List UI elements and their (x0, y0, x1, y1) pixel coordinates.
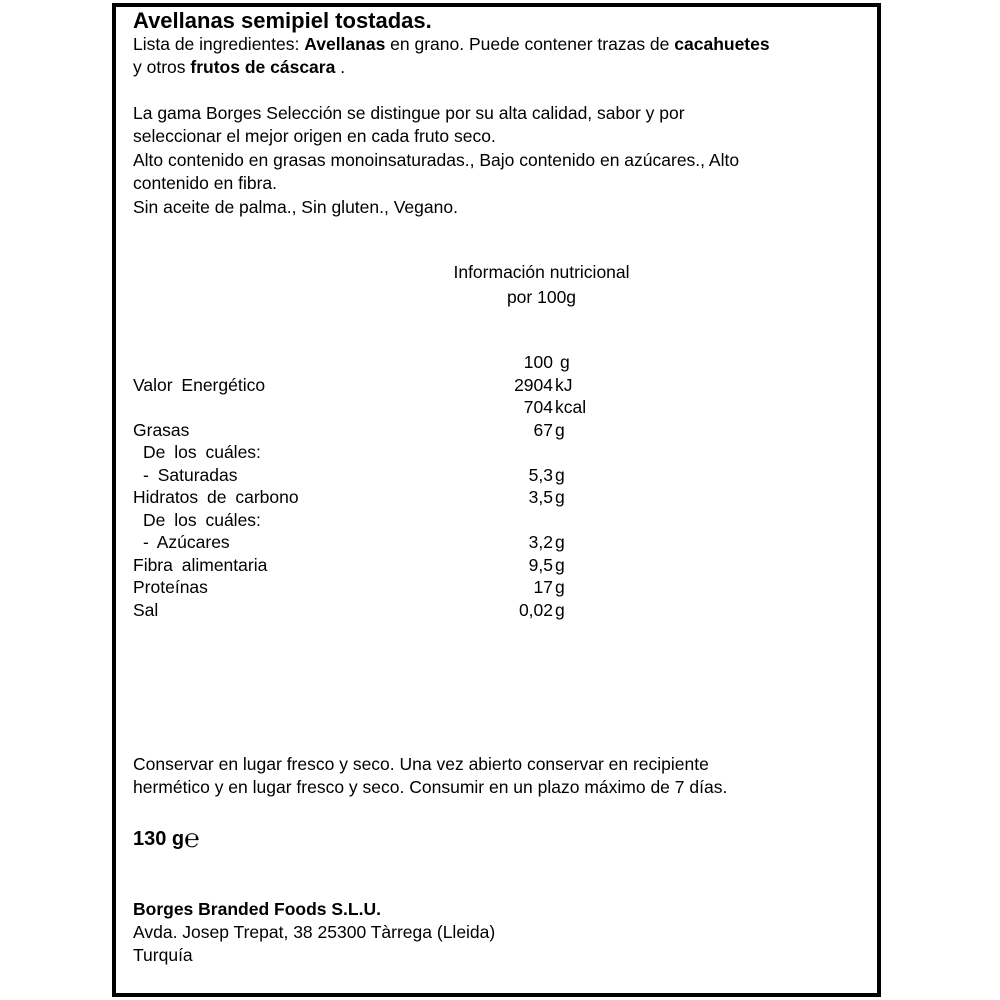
nutrition-row-of-which-carbs (133, 509, 833, 532)
nutrition-row-salt (133, 599, 833, 622)
nutrient-label: Fibra alimentaria (133, 554, 268, 575)
nutrient-label: Sal (133, 599, 159, 620)
product-description (133, 102, 739, 219)
nutrient-label: Grasas (133, 419, 190, 440)
nutrition-column-header-unit: g (560, 352, 570, 372)
net-weight (133, 825, 200, 852)
nutrient-value-number: 17 (533, 577, 553, 597)
nutrition-column-header-row (133, 351, 833, 374)
label-frame (112, 3, 881, 997)
nutrition-row-of-which-fat (133, 441, 833, 464)
nutrient-value-unit: g (555, 554, 565, 575)
nutrient-label: De los cuáles: (143, 442, 261, 462)
nutrition-row-protein (133, 576, 833, 599)
nutrient-label: - Saturadas (143, 464, 238, 485)
nutrition-heading (211, 260, 872, 310)
manufacturer-block (133, 898, 495, 967)
description-line: contenido en fibra. (133, 173, 277, 194)
ingredients-suffix: . (335, 56, 346, 77)
nutrition-row-fat (133, 419, 833, 442)
nutrient-value-number: 2904 (514, 374, 553, 395)
nutrient-value-number: 704 (523, 397, 553, 417)
ingredients-mid: en grano. Puede contener trazas de (385, 34, 675, 54)
description-line: seleccionar el mejor origen en cada fruto seco. (133, 126, 496, 147)
nutrition-row-carbohydrate (133, 486, 833, 509)
nutrient-label: Proteínas (133, 577, 208, 597)
description-line: Alto contenido en grasas monoinsaturadas., Bajo contenido en azúcares., Alto (133, 149, 740, 170)
nutrient-value-unit: g (555, 419, 565, 440)
ingredient-allergen-frutos-cascara: frutos de cáscara (190, 56, 336, 77)
nutrition-row-energy-kcal (133, 396, 833, 419)
nutrition-table (133, 351, 833, 621)
storage-instructions (133, 753, 727, 798)
nutrient-value-number: 3,2 (528, 532, 553, 552)
estimated-sign: ℮ (184, 823, 200, 853)
nutrient-label: Valor Energético (133, 374, 266, 395)
nutrition-heading-title: Información nutricional (453, 262, 630, 282)
nutrient-value-unit: g (555, 577, 565, 597)
nutrient-value-unit: g (555, 532, 565, 552)
origin-country: Turquía (133, 945, 193, 965)
nutrition-heading-serving: por 100g (506, 287, 577, 307)
nutrient-value-number: 0,02 (518, 599, 553, 620)
nutrient-value-unit: kcal (555, 397, 587, 417)
ingredients-line2-prefix: y otros (133, 56, 191, 77)
nutrition-row-fibre (133, 554, 833, 577)
nutrient-value-number: 67 (533, 419, 553, 440)
nutrient-value-unit: g (555, 464, 565, 485)
description-line: Sin aceite de palma., Sin gluten., Vegano. (133, 196, 458, 217)
product-title: Avellanas semipiel tostadas. (133, 8, 432, 33)
nutrition-row-energy-kj (133, 374, 833, 397)
nutrient-label: Hidratos de carbono (133, 487, 299, 507)
nutrient-label: - Azúcares (143, 532, 230, 552)
ingredients-prefix: Lista de ingredientes: (133, 34, 305, 54)
nutrition-column-header-value: 100 (523, 352, 553, 372)
description-line: La gama Borges Selección se distingue por su alta calidad, sabor y por (133, 103, 685, 123)
nutrient-value-unit: kJ (555, 374, 573, 395)
ingredient-allergen-cacahuetes: cacahuetes (674, 34, 770, 54)
nutrient-value-number: 3,5 (528, 487, 553, 507)
nutrition-row-sugars (133, 531, 833, 554)
storage-line: hermético y en lugar fresco y seco. Consumir en un plazo máximo de 7 días. (133, 776, 728, 797)
manufacturer-name: Borges Branded Foods S.L.U. (133, 899, 381, 919)
nutrient-value-number: 5,3 (528, 464, 553, 485)
nutrient-value-unit: g (555, 599, 565, 620)
nutrient-value-unit: g (555, 487, 565, 507)
ingredients-text (133, 33, 770, 78)
nutrient-value-number: 9,5 (528, 554, 553, 575)
net-weight-value: 130 g (133, 828, 185, 850)
manufacturer-address: Avda. Josep Trepat, 38 25300 Tàrrega (Lleida) (133, 922, 496, 942)
nutrition-row-saturates (133, 464, 833, 487)
nutrient-label: De los cuáles: (143, 509, 261, 530)
ingredient-allergen-avellanas: Avellanas (304, 34, 386, 54)
storage-line: Conservar en lugar fresco y seco. Una vez abierto conservar en recipiente (133, 754, 709, 774)
